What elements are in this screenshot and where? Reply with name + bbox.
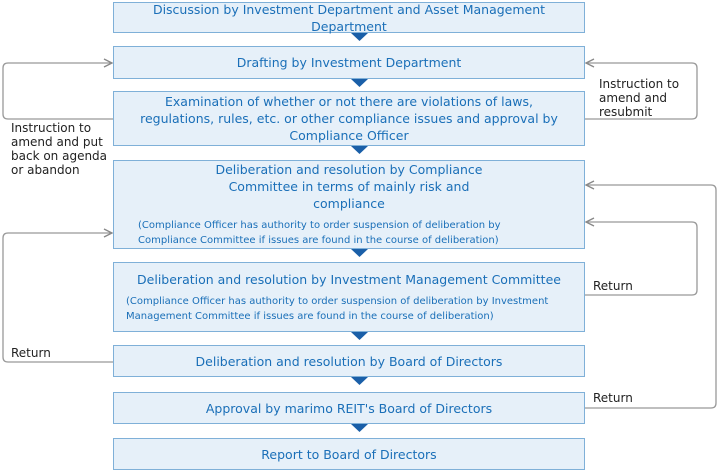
- loop-amend-agenda: [3, 63, 113, 119]
- label-return-right-1: Return: [593, 279, 633, 293]
- step-note: (Compliance Officer has authority to order suspension of deliberation by Compliance Committee if issues are found in the course of deliberation): [138, 220, 501, 246]
- step-label: Deliberation and resolution by Board of Directors: [195, 353, 503, 369]
- step-note: (Compliance Officer has authority to order suspension of deliberation by Investment Management Committee if issues are found in the course of deliberation): [126, 295, 549, 322]
- step-label: Deliberation and resolution by Investment Management Committee: [137, 271, 561, 287]
- label-return-left: Return: [11, 346, 51, 360]
- step-label: Examination of whether or not there are violations of laws, regulations, rules, etc. or other compliance issues and approval by Compliance Officer: [140, 94, 558, 143]
- down-arrow-7: [351, 424, 368, 432]
- step-label: Drafting by Investment Department: [236, 55, 462, 70]
- step-drafting: [113, 46, 585, 79]
- down-arrow-6: [351, 377, 368, 385]
- step-report: [113, 438, 585, 470]
- step-compliance-officer: [113, 91, 585, 146]
- step-board-of-directors: [113, 345, 585, 377]
- down-arrow-2: [351, 79, 368, 87]
- step-label: Discussion by Investment Department and Asset Management Department: [152, 1, 546, 34]
- step-marimo-reit-approval: [113, 392, 585, 424]
- loop-return-left: [3, 233, 113, 362]
- loop-return-right-2: [585, 185, 716, 408]
- step-compliance-committee: [113, 160, 585, 249]
- label-return-right-2: Return: [593, 391, 633, 405]
- step-label: Report to Board of Directors: [261, 446, 437, 462]
- down-arrow-5: [351, 332, 368, 340]
- down-arrow-3: [351, 146, 368, 154]
- step-discussion: [113, 2, 585, 33]
- step-label: Deliberation and resolution by Compliance Committee in terms of mainly risk and compliance: [215, 162, 483, 211]
- step-investment-committee: [113, 262, 585, 332]
- step-label: Approval by marimo REIT's Board of Directors: [205, 400, 493, 416]
- down-arrow-4: [351, 249, 368, 257]
- label-amend-resubmit: Instruction to amend and resubmit: [599, 77, 680, 119]
- label-amend-agenda: Instruction to amend and put back on agenda or abandon: [11, 121, 108, 177]
